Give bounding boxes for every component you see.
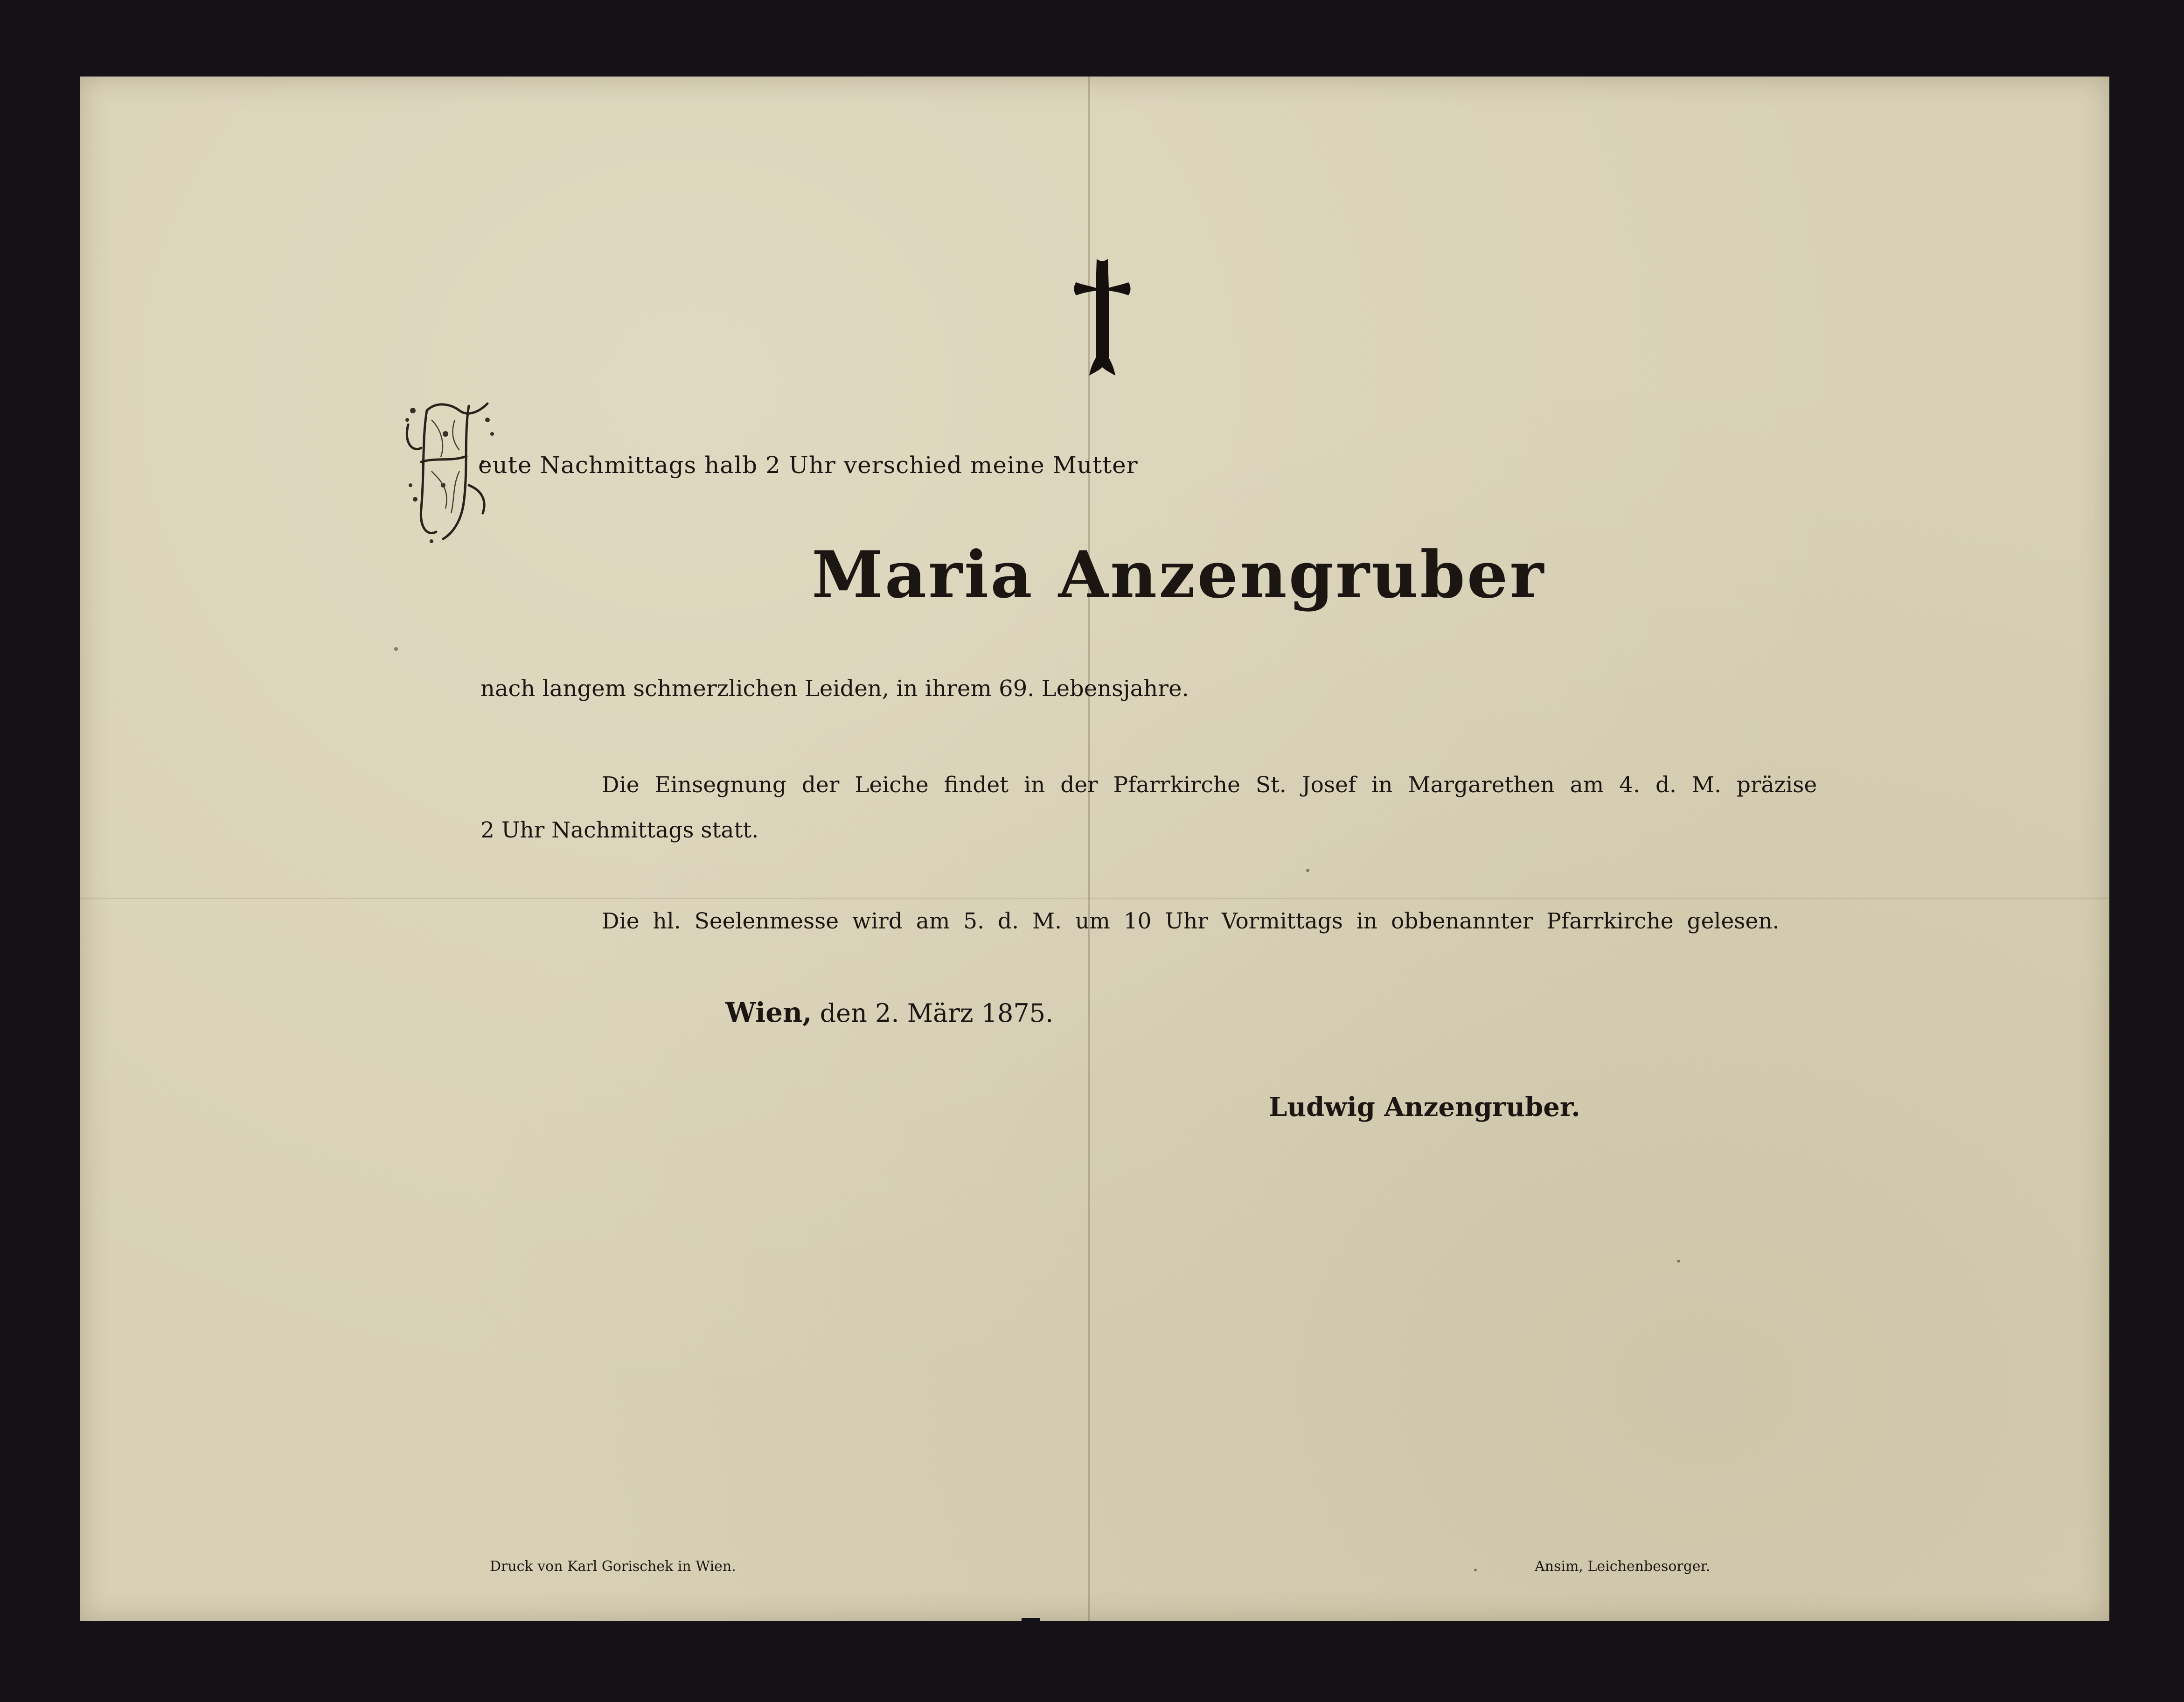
horizontal-fold-crease bbox=[80, 898, 2109, 899]
place-date-line bbox=[725, 997, 1053, 1028]
latin-cross-icon bbox=[1060, 259, 1144, 376]
mass-line: Die hl. Seelenmesse wird am 5. d. M. um 10 Uhr Vormittags in obbenannter Pfarrkirche gelesen. bbox=[602, 908, 1780, 934]
paper-speck bbox=[1677, 1260, 1680, 1263]
opening-line: eute Nachmittags halb 2 Uhr verschied meine Mutter bbox=[478, 452, 1138, 479]
place: Wien, bbox=[725, 997, 812, 1028]
signature: Ludwig Anzengruber. bbox=[1269, 1092, 1580, 1123]
paper-speck bbox=[1474, 1569, 1477, 1571]
paper-speck bbox=[394, 647, 398, 651]
funeral-line-2: 2 Uhr Nachmittags statt. bbox=[480, 817, 759, 843]
deceased-name: Maria Anzengruber bbox=[812, 537, 1546, 613]
age-line: nach langem schmerzlichen Leiden, in ihrem 69. Lebensjahre. bbox=[480, 676, 1189, 702]
border-notch bbox=[1022, 1618, 1040, 1702]
date: den 2. März 1875. bbox=[820, 998, 1054, 1028]
paper-speck bbox=[1306, 869, 1309, 872]
undertaker-imprint: Ansim, Leichenbesorger. bbox=[1535, 1558, 1711, 1575]
funeral-line-1: Die Einsegnung der Leiche findet in der Pfarrkirche St. Josef in Margarethen am 4. d. M. präzise bbox=[602, 772, 1817, 798]
printer-imprint: Druck von Karl Gorischek in Wien. bbox=[490, 1558, 736, 1575]
